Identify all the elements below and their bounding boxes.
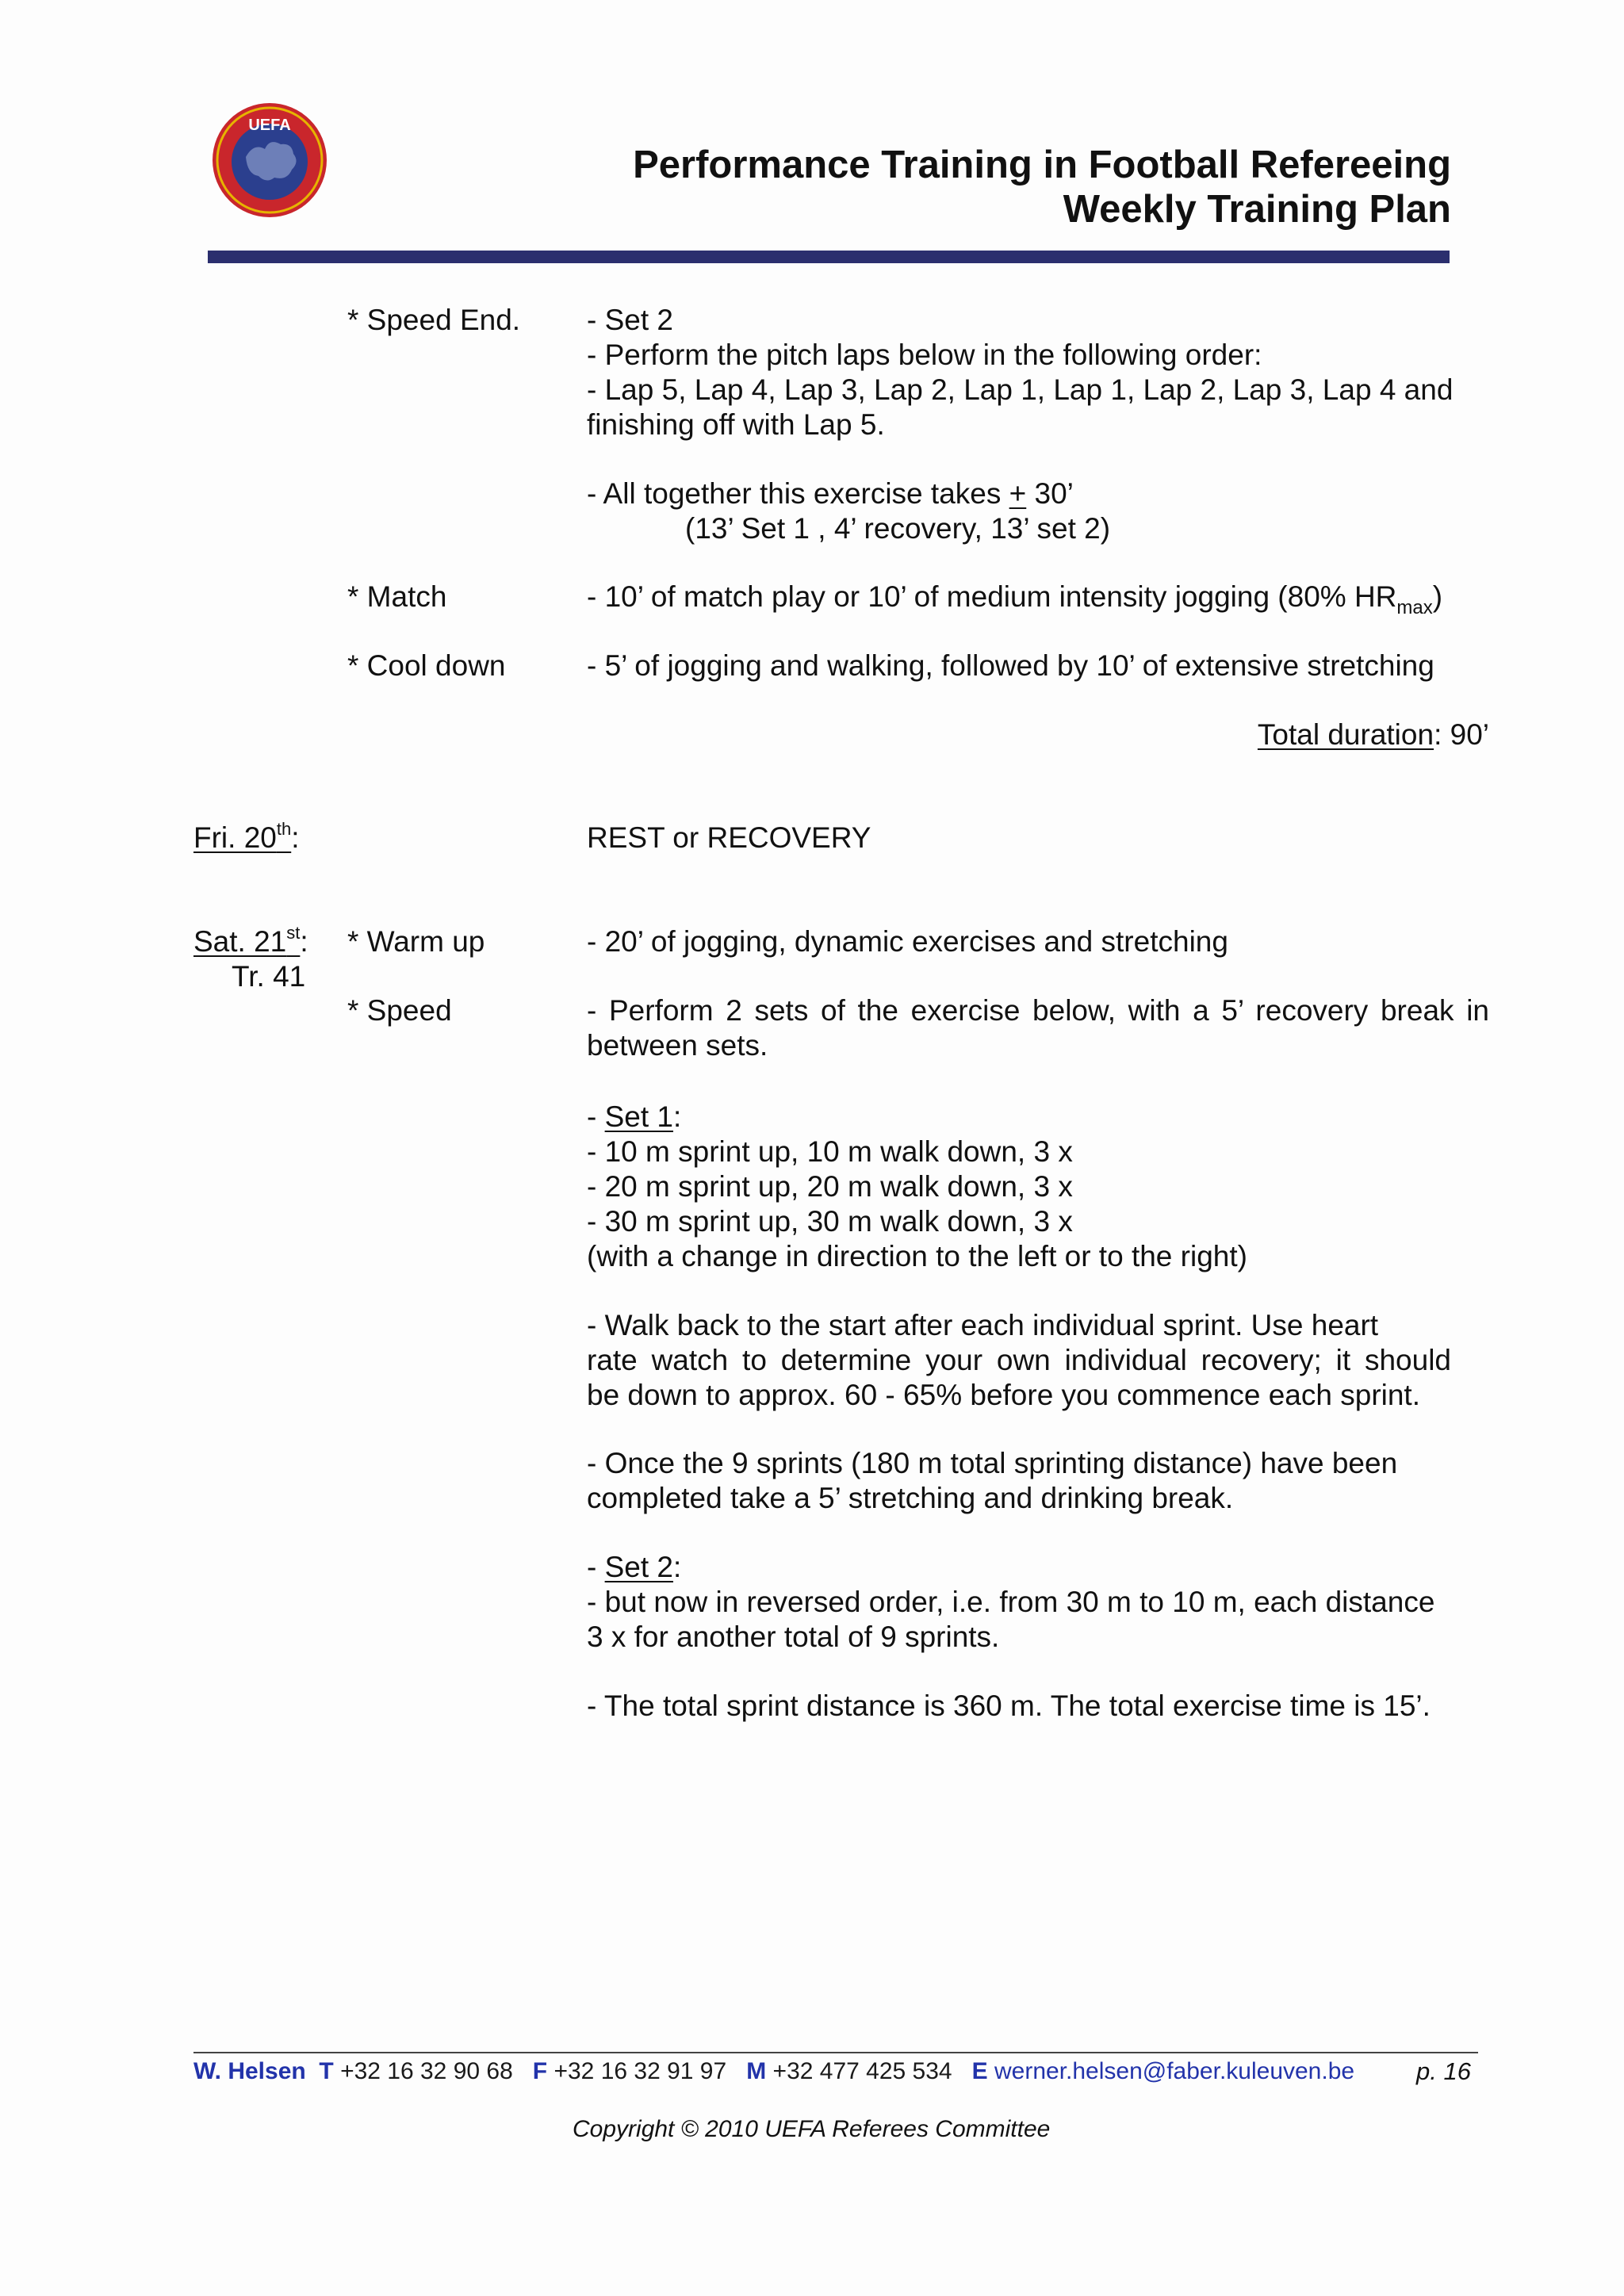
- match-label: * Match: [347, 580, 447, 613]
- set1-heading: - Set 1:: [587, 1100, 682, 1133]
- friday-text: REST or RECOVERY: [587, 821, 871, 854]
- speed-endurance-line: - Set 2: [587, 304, 673, 336]
- author-name: W. Helsen: [193, 2058, 306, 2084]
- phone-number: +32 16 32 90 68: [340, 2058, 513, 2084]
- speed-intro-line: between sets.: [587, 1029, 768, 1062]
- speed-intro-line: - Perform 2 sets of the exercise below, with a 5’ recovery break in: [587, 994, 1489, 1027]
- uefa-logo: [211, 101, 328, 219]
- footer-rule: [193, 2052, 1478, 2053]
- set2-line: 3 x for another total of 9 sprints.: [587, 1621, 1000, 1653]
- fax-number: +32 16 32 91 97: [553, 2058, 727, 2084]
- total-sprint-line: - The total sprint distance is 360 m. The total exercise time is 15’.: [587, 1689, 1431, 1722]
- walk-back-line: be down to approx. 60 - 65% before you commence each sprint.: [587, 1379, 1420, 1411]
- total-duration: Total duration: 90’: [1257, 718, 1489, 751]
- day-friday: Fri. 20th:: [193, 819, 300, 854]
- footer-contact: W. Helsen T +32 16 32 90 68 F +32 16 32 91 97 M +32 477 425 534 E werner.helsen@faber.kuleuven.be: [193, 2058, 1355, 2084]
- document-title: Performance Training in Football Refereeing: [633, 144, 1451, 186]
- warm-up-label: * Warm up: [347, 925, 485, 958]
- mobile-number: +32 477 425 534: [772, 2058, 952, 2084]
- warm-up-text: - 20’ of jogging, dynamic exercises and stretching: [587, 925, 1228, 958]
- once-line: - Once the 9 sprints (180 m total sprinting distance) have been: [587, 1447, 1398, 1479]
- set1-line: - 20 m sprint up, 20 m walk down, 3 x: [587, 1170, 1073, 1203]
- header-rule: [208, 251, 1450, 263]
- set1-line: - 10 m sprint up, 10 m walk down, 3 x: [587, 1135, 1073, 1168]
- walk-back-line: - Walk back to the start after each individual sprint. Use heart: [587, 1309, 1379, 1341]
- speed-endurance-line: - Perform the pitch laps below in the following order:: [587, 339, 1262, 371]
- page-number: p. 16: [1416, 2057, 1471, 2085]
- speed-endurance-line: - Lap 5, Lap 4, Lap 3, Lap 2, Lap 1, Lap 1, Lap 2, Lap 3, Lap 4 and: [587, 373, 1454, 406]
- cool-down-label: * Cool down: [347, 649, 506, 682]
- set2-heading: - Set 2:: [587, 1551, 682, 1583]
- speed-endurance-line: finishing off with Lap 5.: [587, 408, 885, 441]
- speed-endurance-label: * Speed End.: [347, 304, 521, 336]
- email-link[interactable]: werner.helsen@faber.kuleuven.be: [994, 2058, 1355, 2084]
- cool-down-text: - 5’ of jogging and walking, followed by 10’ of extensive stretching: [587, 649, 1434, 682]
- day-saturday: Sat. 21st:: [193, 923, 308, 958]
- set2-line: - but now in reversed order, i.e. from 30 m to 10 m, each distance: [587, 1586, 1435, 1618]
- document-subtitle: Weekly Training Plan: [1063, 188, 1451, 231]
- exercise-breakdown: (13’ Set 1 , 4’ recovery, 13’ set 2): [685, 512, 1111, 545]
- speed-label: * Speed: [347, 994, 452, 1027]
- set1-line: (with a change in direction to the left or to the right): [587, 1240, 1247, 1272]
- match-text: - 10’ of match play or 10’ of medium intensity jogging (80% $HR_{max}$): [587, 580, 1443, 618]
- once-line: completed take a 5’ stretching and drinking break.: [587, 1482, 1234, 1514]
- exercise-duration: - All together this exercise takes + 30’: [587, 477, 1074, 510]
- training-number: Tr. 41: [232, 960, 306, 993]
- copyright: Copyright © 2010 UEFA Referees Committee: [573, 2116, 1051, 2142]
- svg-text:UEFA: UEFA: [248, 117, 291, 134]
- walk-back-line: rate watch to determine your own individual recovery; it should: [587, 1344, 1451, 1376]
- set1-line: - 30 m sprint up, 30 m walk down, 3 x: [587, 1205, 1073, 1238]
